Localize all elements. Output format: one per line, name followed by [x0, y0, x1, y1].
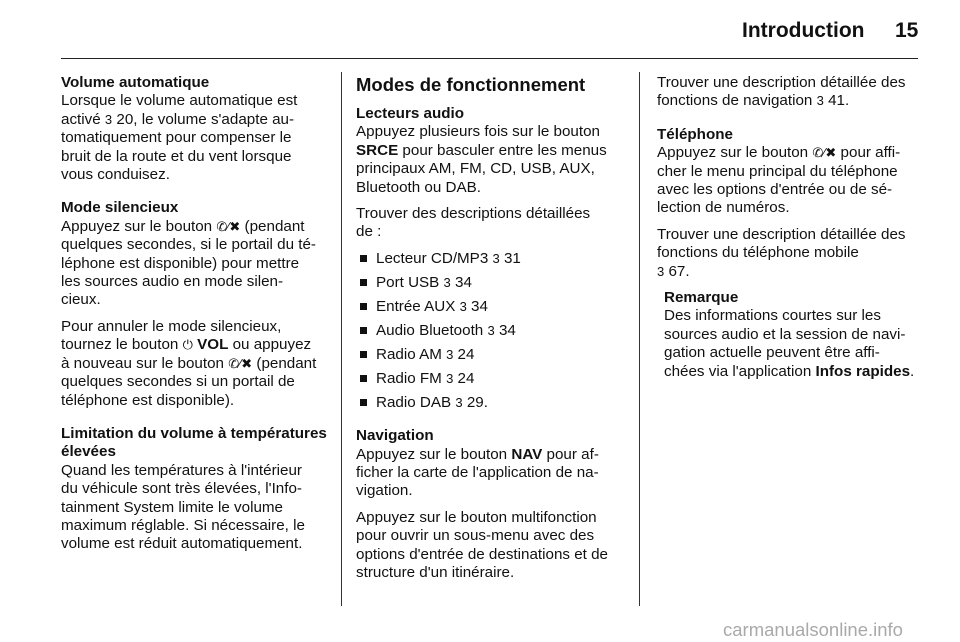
- text-line: Appuyez sur le bouton NAV pour af-: [356, 445, 599, 463]
- bullet-icon: [360, 351, 367, 358]
- phone-button-icon: ✆⁄✖: [216, 218, 241, 234]
- list-item: Audio Bluetooth 3 34: [356, 322, 626, 340]
- chapter-heading: Modes de fonctionnement: [356, 74, 586, 95]
- text-line: sources audio et la session de navi-: [664, 325, 906, 343]
- text-line: lection de numéros.: [657, 199, 790, 217]
- page-ref-link[interactable]: 67.: [668, 262, 690, 280]
- bullet-icon: [360, 255, 367, 262]
- text-line: Trouver des descriptions détaillées: [356, 205, 591, 223]
- page-ref-link[interactable]: 24: [457, 369, 475, 387]
- section-heading: Lecteurs audio: [356, 105, 465, 122]
- text-line: gation actuelle peuvent être affi-: [664, 344, 880, 362]
- power-knob-icon: ⏻: [182, 337, 193, 353]
- section-heading: Limitation du volume à températures: [61, 424, 327, 442]
- text-line: tournez le bouton ⏻ VOL ou appuyez: [61, 336, 312, 354]
- column-divider-right: [639, 72, 640, 606]
- app-name: Infos rapides: [815, 362, 911, 380]
- remark-note: [657, 289, 919, 381]
- section-heading: élevées: [61, 443, 116, 461]
- phone-button-icon: ✆⁄✖: [228, 355, 253, 371]
- bullet-icon: [360, 327, 367, 334]
- page-ref-icon: 3: [459, 298, 467, 314]
- list-item: Radio FM 3 24: [356, 370, 626, 388]
- page-ref-link[interactable]: 34: [498, 321, 516, 339]
- text-line: pour ouvrir un sous-menu avec des: [356, 527, 595, 545]
- column-3: [657, 74, 919, 389]
- page-ref-icon: 3: [446, 346, 454, 362]
- text-line: à nouveau sur le bouton ✆⁄✖ (pendant: [61, 354, 317, 372]
- page-ref-link[interactable]: 31: [503, 249, 521, 267]
- page-ref-icon: 3: [104, 111, 113, 127]
- bullet-icon: [360, 303, 367, 310]
- page-number: 15: [895, 19, 919, 42]
- section-limitation-volume: [61, 425, 331, 554]
- paragraph-annuler: [61, 318, 331, 410]
- list-item: Lecteur CD/MP3 3 31: [356, 250, 626, 268]
- column-1: [61, 74, 331, 562]
- text-line: Trouver une description détaillée des: [657, 74, 906, 91]
- text-line: cieux.: [61, 291, 101, 309]
- page-ref-icon: 3: [446, 370, 454, 386]
- text-line: fonctions de navigation 3 41.: [657, 92, 850, 110]
- list-item: Radio DAB 3 29.: [356, 394, 626, 412]
- text-line: Quand les températures à l'intérieur: [61, 461, 302, 479]
- text-line: Appuyez sur le bouton multifonction: [356, 508, 597, 526]
- watermark: carmanualsonline.info: [723, 619, 903, 640]
- text-line: quelques secondes si un portail de: [61, 373, 295, 391]
- section-heading: Mode silencieux: [61, 199, 179, 217]
- text-line: de :: [356, 223, 382, 241]
- section-navigation: [356, 427, 626, 501]
- vol-label: VOL: [197, 336, 229, 354]
- srce-label: SRCE: [356, 141, 399, 159]
- text-line: principaux AM, FM, CD, USB, AUX,: [356, 160, 595, 178]
- list-item: Radio AM 3 24: [356, 346, 626, 364]
- page-ref-icon: 3: [487, 322, 495, 338]
- text-line: maximum réglable. Si nécessaire, le: [61, 516, 305, 534]
- text-line: Appuyez sur le bouton ✆⁄✖ (pendant: [61, 217, 305, 235]
- bullet-icon: [360, 279, 367, 286]
- remark-heading: Remarque: [664, 289, 739, 307]
- page-ref-link[interactable]: 29.: [466, 393, 488, 411]
- text-line: options d'entrée de destinations et de: [356, 545, 608, 563]
- audio-source-list: [356, 250, 626, 412]
- paragraph-multifonction: [356, 509, 626, 583]
- page-ref-link[interactable]: 24: [457, 345, 475, 363]
- text-line: les sources audio en mode silen-: [61, 273, 284, 291]
- text-line: Appuyez sur le bouton ✆⁄✖ pour affi-: [657, 144, 901, 162]
- bullet-icon: [360, 375, 367, 382]
- text-line: du véhicule sont très élevées, l'Info-: [61, 480, 302, 498]
- chapter-title: Introduction: [742, 19, 865, 42]
- column-2: [356, 74, 626, 591]
- text-line: Des informations courtes sur les: [664, 307, 881, 325]
- paragraph-nav-description: [657, 74, 919, 111]
- text-line: téléphone est disponible).: [61, 391, 235, 409]
- page-ref-link[interactable]: 41.: [828, 92, 850, 110]
- text-line: Bluetooth ou DAB.: [356, 178, 481, 196]
- page-ref-icon: 3: [816, 93, 824, 109]
- page-ref-link[interactable]: 20: [116, 110, 134, 128]
- page-ref-icon: 3: [492, 250, 500, 266]
- text-line: avec les options d'entrée ou de sé-: [657, 181, 893, 199]
- nav-label: NAV: [511, 445, 543, 463]
- text-line: chées via l'application Infos rapides.: [664, 362, 915, 380]
- paragraph-descriptions: [356, 205, 626, 242]
- section-volume-automatique: [61, 74, 331, 184]
- text-line: tainment System limite le volume: [61, 498, 283, 516]
- text-line: bruit de la route et du vent lorsque: [61, 147, 292, 165]
- text-line: volume est réduit automatiquement.: [61, 535, 303, 553]
- text-line: fonctions du téléphone mobile: [657, 244, 859, 262]
- section-heading: Téléphone: [657, 125, 733, 143]
- text-line: activé 3 20, le volume s'adapte au-: [61, 110, 295, 128]
- section-telephone: [657, 126, 919, 218]
- list-item: Port USB 3 34: [356, 274, 626, 292]
- text-line: SRCE pour basculer entre les menus: [356, 141, 607, 159]
- phone-button-icon: ✆⁄✖: [812, 145, 837, 161]
- section-lecteurs-audio: [356, 105, 626, 197]
- text-line: léphone est disponible) pour mettre: [61, 254, 300, 272]
- text-line: Pour annuler le mode silencieux,: [61, 317, 282, 335]
- text-line: Lorsque le volume automatique est: [61, 92, 298, 110]
- text-line: Trouver une description détaillée des: [657, 225, 906, 243]
- text-line: Appuyez plusieurs fois sur le bouton: [356, 123, 600, 141]
- text-line: cher le menu principal du téléphone: [657, 162, 898, 180]
- text-line: structure d'un itinéraire.: [356, 564, 515, 582]
- section-heading: Navigation: [356, 427, 434, 445]
- text-line: vigation.: [356, 482, 413, 500]
- paragraph-phone-description: [657, 226, 919, 281]
- text-line: ficher la carte de l'application de na-: [356, 464, 599, 482]
- section-heading: Volume automatique: [61, 74, 210, 91]
- page-ref-link[interactable]: 34: [455, 273, 472, 291]
- list-item: Entrée AUX 3 34: [356, 298, 626, 316]
- text-line: [657, 263, 919, 281]
- page-ref-link[interactable]: 34: [471, 297, 488, 315]
- page-ref-icon: 3: [443, 274, 451, 290]
- page-ref-icon: 3: [657, 263, 665, 279]
- text-line: vous conduisez.: [61, 166, 170, 184]
- page-ref-icon: 3: [455, 394, 463, 410]
- header-rule: [61, 58, 918, 59]
- section-mode-silencieux: [61, 199, 331, 309]
- column-divider-left: [341, 72, 342, 606]
- bullet-icon: [360, 399, 367, 406]
- text-line: tomatiquement pour compenser le: [61, 129, 292, 147]
- text-line: quelques secondes, si le portail du té-: [61, 236, 316, 254]
